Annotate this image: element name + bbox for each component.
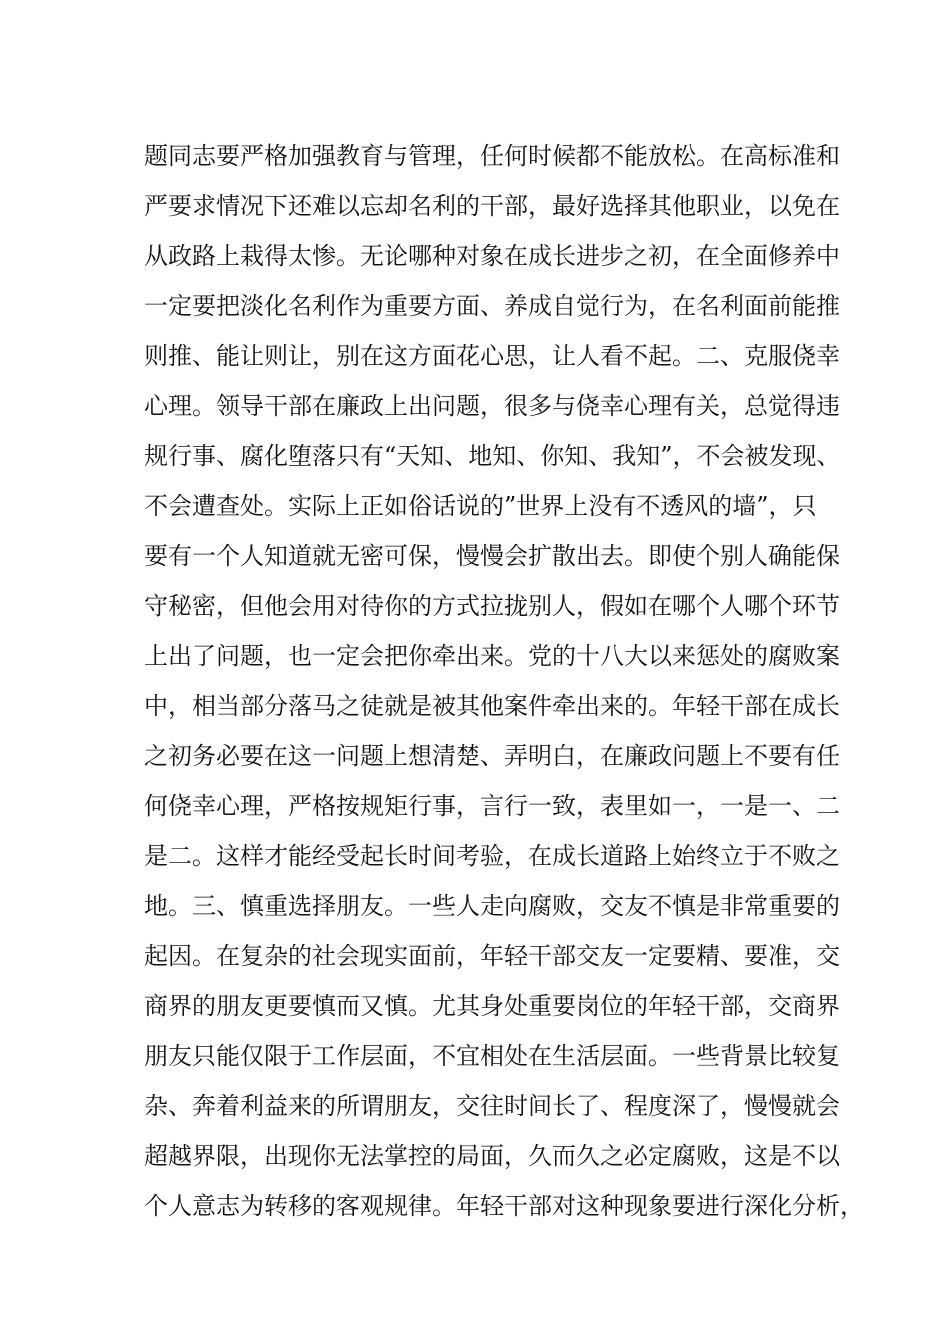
text-line: 题同志要严格加强教育与管理，任何时候都不能放松。在高标准和: [144, 142, 840, 170]
text-line: 规行事、腐化堕落只有“天知、地知、你知、我知”，不会被发现、: [144, 442, 841, 470]
text-line: 之初务必要在这一问题上想清楚、弄明白，在廉政问题上不要有任: [144, 742, 840, 770]
text-line: 从政路上栽得太惨。无论哪种对象在成长进步之初，在全面修养中: [144, 242, 840, 270]
text-line: 个人意志为转移的客观规律。年轻干部对这种现象要进行深化分析，: [144, 1192, 864, 1220]
text-line: 不会遭查处。实际上正如俗话说的”世界上没有不透风的墙”，只: [144, 492, 817, 520]
text-line: 杂、奔着利益来的所谓朋友，交往时间长了、程度深了，慢慢就会: [144, 1092, 840, 1120]
text-line: 严要求情况下还难以忘却名利的干部，最好选择其他职业，以免在: [144, 192, 840, 220]
text-line: 要有一个人知道就无密可保，慢慢会扩散出去。即使个别人确能保: [144, 542, 840, 570]
text-line: 心理。领导干部在廉政上出问题，很多与侥幸心理有关，总觉得违: [144, 392, 840, 420]
text-line: 一定要把淡化名利作为重要方面、养成自觉行为，在名利面前能推: [144, 292, 840, 320]
text-line: 超越界限，出现你无法掌控的局面，久而久之必定腐败，这是不以: [144, 1142, 840, 1170]
text-line: 则推、能让则让，别在这方面花心思，让人看不起。二、克服侥幸: [144, 342, 840, 370]
text-line: 朋友只能仅限于工作层面，不宜相处在生活层面。一些背景比较复: [144, 1042, 840, 1070]
text-line: 中，相当部分落马之徒就是被其他案件牵出来的。年轻干部在成长: [144, 692, 840, 720]
text-line: 上出了问题，也一定会把你牵出来。党的十八大以来惩处的腐败案: [144, 642, 840, 670]
text-line: 何侥幸心理，严格按规矩行事，言行一致，表里如一，一是一、二: [144, 792, 840, 820]
text-line: 起因。在复杂的社会现实面前，年轻干部交友一定要精、要准，交: [144, 942, 840, 970]
text-line: 地。三、慎重选择朋友。一些人走向腐败，交友不慎是非常重要的: [144, 892, 840, 920]
text-line: 是二。这样才能经受起长时间考验，在成长道路上始终立于不败之: [144, 842, 840, 870]
text-line: 守秘密，但他会用对待你的方式拉拢别人，假如在哪个人哪个环节: [144, 592, 840, 620]
text-line: 商界的朋友更要慎而又慎。尤其身处重要岗位的年轻干部，交商界: [144, 992, 840, 1020]
body-text: [144, 131, 864, 1231]
